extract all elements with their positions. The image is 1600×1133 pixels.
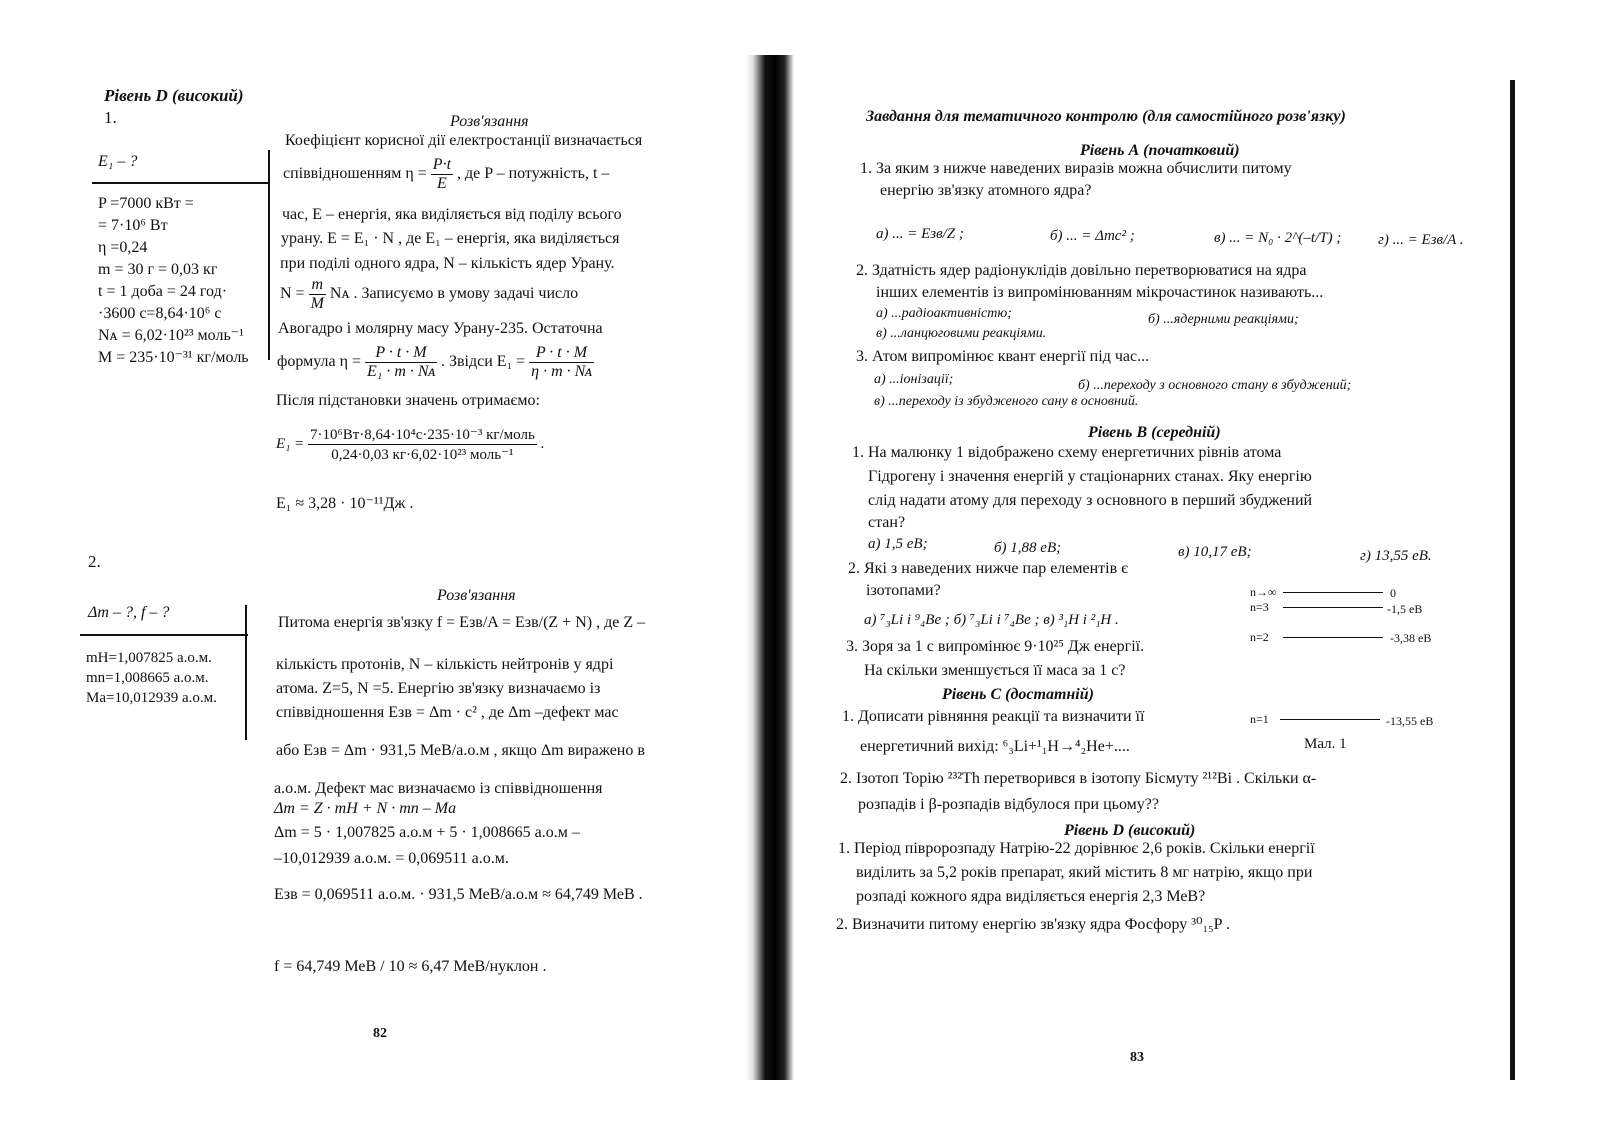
b1-option-c: в) 10,17 еВ;	[1178, 544, 1252, 560]
given-vline-1	[268, 150, 270, 360]
b1-line1: 1. На малюнку 1 відображено схему енергетичних рівнів атома	[852, 444, 1282, 461]
solution-heading-1: Розв'язання	[450, 113, 529, 130]
fraction-eta-formula	[365, 344, 437, 381]
sol1-line2-a: співвідношенням η =	[283, 165, 427, 183]
sol2-line10: Eзв = 0,069511 а.о.м. · 931,5 МеВ/а.о.м ≈ 64,749 МеВ .	[274, 886, 643, 903]
level-label-2: n=2	[1250, 630, 1269, 644]
a1-option-d: г) ... = Eзв/A .	[1378, 232, 1464, 248]
figure-caption: Мал. 1	[1304, 736, 1347, 752]
page-number-right: 83	[1130, 1050, 1144, 1065]
level-energy-2: -3,38 еВ	[1390, 631, 1432, 645]
sol1-line3: час, E – енергія, яка виділяється від поділу всього	[282, 206, 622, 223]
level-line-1	[1280, 719, 1380, 720]
given-item: M = 235·10⁻³¹ кг/моль	[98, 349, 249, 366]
sol1-line8-a: формула η =	[277, 353, 362, 371]
given-item: Ma=10,012939 а.о.м.	[86, 690, 217, 706]
sol2-line6: а.о.м. Дефект мас визначаємо із співвідношення	[274, 780, 603, 797]
sol2-line9: –10,012939 а.о.м. = 0,069511 а.о.м.	[274, 850, 509, 867]
b2-line1: 2. Які з наведених нижче пар елементів є	[848, 560, 1129, 577]
problem-1-number: 1.	[104, 108, 117, 127]
given-divider-2	[80, 634, 248, 636]
a1-option-a: а) ... = Eзв/Z ;	[876, 226, 964, 242]
c2-line1: 2. Ізотоп Торію ²³²Th перетворився в ізотопу Бісмуту ²¹²Bi . Скільки α-	[840, 770, 1317, 787]
level-b-title: Рівень В (середній)	[1088, 424, 1221, 441]
sol1-line6	[280, 276, 578, 313]
book-gutter	[746, 55, 794, 1080]
given-item: ·3600 с=8,64·10⁶ с	[98, 305, 222, 322]
a2-option-a: а) ...радіоактивністю;	[876, 306, 1012, 321]
fraction-numerator: P · t · M	[529, 344, 594, 363]
a1-line1: 1. За яким з нижче наведених виразів можна обчислити питому	[860, 160, 1292, 177]
level-energy-3: -1,5 еВ	[1387, 602, 1423, 616]
sol1-line9: Після підстановки значень отримаємо:	[276, 392, 540, 409]
sol1-line6-a: N =	[280, 285, 305, 303]
fraction-m-over-M	[309, 276, 326, 313]
fraction-denominator: M	[310, 295, 324, 312]
sol1-line1: Коефіцієнт корисної дії електростанції визначається	[285, 132, 643, 149]
sol1-line7: Авогадро і молярну масу Урану-235. Остаточна	[278, 320, 603, 337]
sol1-line8	[277, 344, 594, 381]
given-list-1	[98, 193, 249, 369]
d1-line3: розпаді кожного ядра виділяється енергія 2,3 МеВ?	[856, 888, 1206, 905]
a2-option-c: в) ...ланцюговими реакціями.	[876, 326, 1047, 341]
solution-heading-2: Розв'язання	[437, 587, 516, 604]
d1-line2: виділить за 5,2 років препарат, який містить 8 мг натрію, якщо при	[856, 864, 1313, 881]
sol1-line2-b: , де P – потужність, t –	[457, 165, 610, 183]
c1-line1: 1. Дописати рівняння реакції та визначити її	[842, 708, 1145, 725]
c2-line2: розпадів і β-розпадів відбулося при цьому??	[858, 796, 1159, 813]
level-energy-1: -13,55 еВ	[1386, 714, 1434, 728]
given-item: t = 1 доба = 24 год·	[98, 283, 228, 300]
problem-2-number: 2.	[88, 552, 101, 571]
d1-line1: 1. Період півророзпаду Натрію-22 дорівнює 2,6 років. Скільки енергії	[838, 840, 1315, 857]
level-energy-inf: 0	[1390, 586, 1396, 600]
a2-option-b: б) ...ядерними реакціями;	[1148, 312, 1299, 327]
fraction-numerator: m	[309, 276, 326, 295]
a3-option-c: в) ...переходу із збудженого сану в основний.	[874, 394, 1139, 409]
c1-line2: енергетичний вихід: ⁶₃Li+¹₁H→⁴₂He+....	[860, 738, 1130, 755]
fraction-numerator: 7·10⁶Вт·8,64·10⁴с·235·10⁻³ кг/моль	[310, 427, 535, 443]
sol2-line2: кількість протонів, N – кількість нейтронів у ядрі	[276, 656, 614, 673]
level-label-inf: n→∞	[1250, 585, 1277, 599]
fraction-calc	[308, 425, 537, 464]
given-item: mn=1,008665 а.о.м.	[86, 670, 209, 686]
b1-line2: Гідрогену і значення енергій у стаціонарних станах. Яку енергію	[868, 468, 1312, 485]
fraction-denominator: E	[437, 175, 447, 192]
b2-line2: ізотопами?	[866, 582, 941, 599]
level-line-inf	[1283, 592, 1383, 593]
given-unknown-2: Δm – ?, f – ?	[88, 604, 170, 621]
fraction-eta	[431, 156, 453, 193]
level-d-title-left: Рівень D (високий)	[104, 86, 244, 105]
given-list-2	[86, 648, 217, 708]
calc-lhs: E₁ =	[276, 435, 305, 452]
a1-option-c: в) ... = N₀ · 2^(–t/T) ;	[1214, 230, 1342, 246]
control-title: Завдання для тематичного контролю (для самостійного розв'язку)	[866, 108, 1346, 125]
b3-line1: 3. Зоря за 1 с випромінює 9·10²⁵ Дж енергії.	[846, 638, 1145, 655]
given-item: Nᴀ = 6,02·10²³ моль⁻¹	[98, 327, 244, 344]
b1-option-b: б) 1,88 еВ;	[994, 540, 1062, 556]
sol1-calc: E₁ = $\frac{\text{7·10⁶Вт·8,64·10⁴с·235·10⁻³ кг/моль}}{\text{0,24·0,03 кг·6,02·10²³ моль⁻¹}}$ .	[276, 427, 545, 463]
level-line-3	[1283, 607, 1383, 608]
sol1-line8-b: . Звідси E₁ =	[440, 353, 526, 371]
a3-line1: 3. Атом випромінює квант енергії під час...	[856, 348, 1150, 365]
sol1-line2	[283, 156, 609, 193]
sol2-line7: Δm = Z · mH + N · mn – Ma	[274, 800, 457, 817]
sol1-line4: урану. E = E₁ · N , де E₁ – енергія, яка виділяється	[281, 230, 620, 247]
a1-line2: енергію зв'язку атомного ядра?	[880, 182, 1092, 199]
a3-option-b: б) ...переходу з основного стану в збуджений;	[1078, 378, 1352, 393]
sol2-line5: або Eзв = Δm · 931,5 МеВ/а.о.м , якщо Δm виражено в	[276, 742, 645, 759]
given-divider-1	[92, 182, 270, 184]
given-item: = 7·10⁶ Вт	[98, 217, 168, 234]
a2-line2: інших елементів із випромінюванням мікрочастинок називають...	[876, 284, 1324, 301]
sol2-line3: атома. Z=5, N =5. Енергію зв'язку визначаємо із	[276, 680, 601, 697]
fraction-denominator: E₁ · m · Nᴀ	[367, 363, 435, 380]
sol2-line8: Δm = 5 · 1,007825 а.о.м + 5 · 1,008665 а.о.м –	[274, 824, 580, 841]
b2-options: а) ⁷₃Li і ⁹₄Be ; б) ⁷₃Li і ⁷₄Be ; в) ³₁H і ²₁H .	[864, 612, 1119, 628]
sol1-line6-b: Nᴀ . Записуємо в умову задачі число	[329, 285, 579, 303]
level-d-title-right: Рівень D (високий)	[1064, 822, 1196, 839]
sol2-line4: співвідношення Eзв = Δm · c² , де Δm –дефект мас	[276, 704, 619, 721]
given-unknown-1: E₁ – ?	[98, 153, 138, 170]
b3-line2: На скільки зменшується її маса за 1 с?	[864, 662, 1126, 679]
given-vline-2	[245, 605, 247, 740]
sol2-line1: Питома енергія зв'язку f = Eзв/A = Eзв/(Z + N) , де Z –	[278, 614, 646, 631]
b1-option-a: а) 1,5 еВ;	[868, 536, 928, 552]
given-item: mH=1,007825 а.о.м.	[86, 650, 212, 666]
a3-option-a: а) ...іонізації;	[874, 372, 954, 387]
fraction-numerator: P·t	[432, 156, 452, 173]
a2-line1: 2. Здатність ядер радіонуклідів довільно перетворюватися на ядра	[856, 262, 1307, 279]
d2-line1: 2. Визначити питому енергію зв'язку ядра Фосфору ³⁰₁₅P .	[836, 916, 1230, 933]
page-edge	[1510, 80, 1515, 1080]
given-item: P =7000 кВт =	[98, 195, 194, 212]
result-E1: E₁ ≈ 3,28 · 10⁻¹¹Дж .	[276, 495, 414, 512]
b1-line4: стан?	[868, 514, 906, 531]
level-a-title: Рівень А (початковий)	[1080, 142, 1240, 159]
fraction-denominator: η · m · Nᴀ	[531, 363, 592, 380]
page-number-left: 82	[373, 1026, 387, 1041]
fraction-E1-formula	[529, 344, 594, 381]
level-line-2	[1283, 637, 1383, 638]
sol2-line11: f = 64,749 МеВ / 10 ≈ 6,47 МеВ/нуклон .	[274, 958, 547, 975]
b1-option-d: г) 13,55 еВ.	[1360, 548, 1432, 564]
given-item: η =0,24	[98, 239, 148, 256]
fraction-numerator: P · t · M	[365, 344, 437, 363]
b1-line3: слід надати атому для переходу з основного в перший збуджений	[868, 492, 1313, 509]
level-c-title: Рівень С (достатній)	[942, 686, 1094, 703]
level-label-3: n=3	[1250, 600, 1269, 614]
sol1-line5: при поділі одного ядра, N – кількість ядер Урану.	[280, 255, 615, 272]
level-label-1: n=1	[1250, 712, 1269, 726]
a1-option-b: б) ... = Δmc² ;	[1050, 228, 1135, 244]
given-item: m = 30 г = 0,03 кг	[98, 261, 218, 278]
fraction-denominator: 0,24·0,03 кг·6,02·10²³ моль⁻¹	[331, 447, 514, 463]
